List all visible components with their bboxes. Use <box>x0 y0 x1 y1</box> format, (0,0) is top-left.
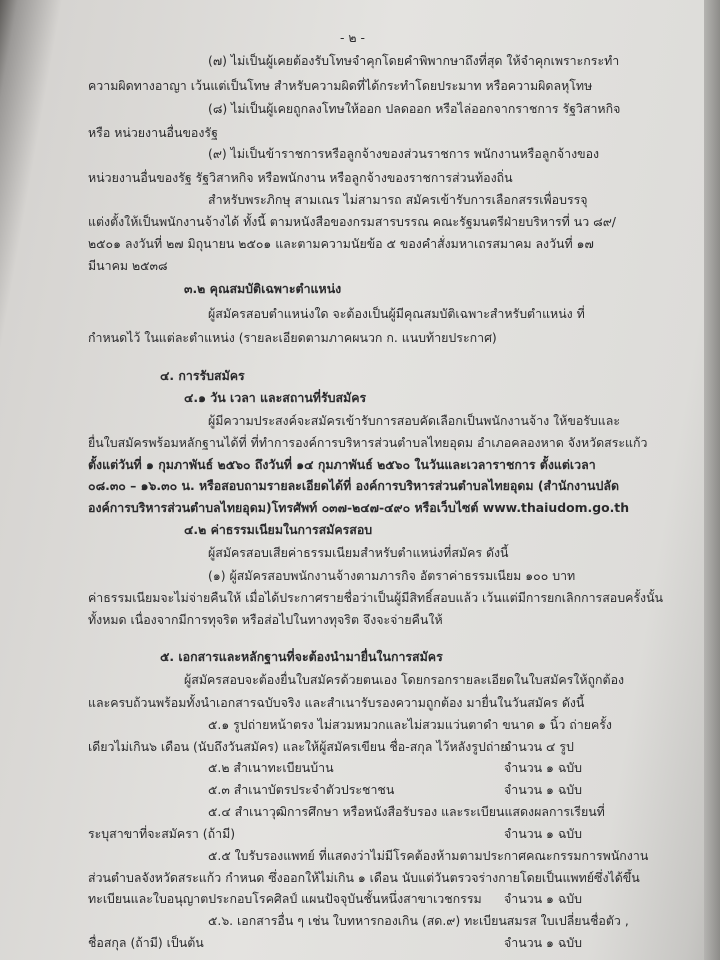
text-line: หน่วยงานอื่นของรัฐ รัฐวิสาหกิจ หรือพนักงาน หรือลูกจ้างของราชการส่วนท้องถิ่น <box>88 169 513 185</box>
section-heading: ๔.๑ วัน เวลา และสถานที่รับสมัคร <box>184 390 367 406</box>
text-line: ยื่นใบสมัครพร้อมหลักฐานได้ที่ ที่ทำการองค์การบริหารส่วนตำบลไทยอุดม อำเภอคลองหาด จังหวัดสระแก้ว <box>88 434 648 450</box>
text-line: ทั้งหมด เนื่องจากมีการทุจริต หรือส่อไปในทางทุจริต จึงจะจ่ายคืนให้ <box>88 611 443 627</box>
section-heading: ๔. การรับสมัคร <box>160 367 245 383</box>
document-page <box>22 0 704 960</box>
text-line: แต่งตั้งให้เป็นพนักงานจ้างได้ ทั้งนี้ ตามหนังสือของกรมสารบรรณ คณะรัฐมนตรีฝ่ายบริหารที่ นว ๘๙/ <box>88 214 616 230</box>
list-item: ๕.๒ สำเนาทะเบียนบ้าน <box>208 760 334 776</box>
quantity: จำนวน ๑ ฉบับ <box>504 782 583 798</box>
list-item: ๕.๔ สำเนาวุฒิการศึกษา หรือหนังสือรับรอง และระเบียนแสดงผลการเรียนที่ <box>208 804 605 820</box>
list-item: ๕.๖. เอกสารอื่น ๆ เช่น ใบทหารกองเกิน (สด.๙) ทะเบียนสมรส ใบเปลี่ยนชื่อตัว , <box>208 913 629 929</box>
text-line: (๙) ไม่เป็นข้าราชการหรือลูกจ้างของส่วนราชการ พนักงานหรือลูกจ้างของ <box>208 146 600 162</box>
text-line: มีนาคม ๒๕๓๘ <box>88 257 168 273</box>
text-line: ๐๘.๓๐ – ๑๖.๓๐ น. หรือสอบถามรายละเอียดได้ที่ องค์การบริหารส่วนตำบลไทยอุดม (สำนักงานปลัด <box>88 478 620 494</box>
text-line: สำหรับพระภิกษุ สามเณร ไม่สามารถ สมัครเข้ารับการเลือกสรรเพื่อบรรจุ <box>208 192 588 208</box>
list-item: ๕.๑ รูปถ่ายหน้าตรง ไม่สวมหมวกและไม่สวมแว่นตาดำ ขนาด ๑ นิ้ว ถ่ายครั้ง <box>208 716 612 732</box>
text-line: หรือ หน่วยงานอื่นของรัฐ <box>88 124 218 140</box>
quantity: จำนวน ๑ ฉบับ <box>504 891 583 907</box>
list-item-continuation: ทะเบียนและใบอนุญาตประกอบโรคศิลป์ แผนปัจจุบันชั้นหนึ่งสาขาเวชกรรม <box>88 891 482 907</box>
text-line: (๘) ไม่เป็นผู้เคยถูกลงโทษให้ออก ปลดออก หรือไล่ออกจากราชการ รัฐวิสาหกิจ <box>208 101 621 116</box>
list-item-continuation: เดียวไม่เกิน๖ เดือน (นับถึงวันสมัคร) และให้ผู้สมัครเขียน ชื่อ-สกุล ไว้หลังรูปถ่าย <box>88 738 508 754</box>
quantity: จำนวน ๑ ฉบับ <box>504 935 583 950</box>
text-line: ผู้สมัครสอบตำแหน่งใด จะต้องเป็นผู้มีคุณสมบัติเฉพาะสำหรับตำแหน่ง ที่ <box>208 305 585 321</box>
list-item-continuation: ชื่อสกุล (ถ้ามี) เป็นต้น <box>88 935 204 950</box>
text-line: ๒๕๐๑ ลงวันที่ ๒๗ มิถุนายน ๒๕๐๑ และตามความนัยข้อ ๕ ของคำสั่งมหาเถรสมาคม ลงวันที่ ๑๗ <box>88 236 594 251</box>
page-edge-shadow <box>704 0 720 960</box>
quantity: จำนวน ๑ ฉบับ <box>504 760 583 776</box>
list-item: ๕.๓ สำเนาบัตรประจำตัวประชาชน <box>208 782 395 798</box>
text-line: (๑) ผู้สมัครสอบพนักงานจ้างตามภารกิจ อัตราค่าธรรมเนียม ๑๐๐ บาท <box>208 568 576 584</box>
text-line: ผู้สมัครสอบเสียค่าธรรมเนียมสำหรับตำแหน่งที่สมัคร ดังนี้ <box>208 544 509 560</box>
section-heading: ๓.๒ คุณสมบัติเฉพาะตำแหน่ง <box>184 281 342 297</box>
quantity: จำนวน ๑ ฉบับ <box>504 825 583 841</box>
text-line: ผู้มีความประสงค์จะสมัครเข้ารับการสอบคัดเลือกเป็นพนักงานจ้าง ให้ขอรับและ <box>208 413 621 428</box>
section-heading: ๕. เอกสารและหลักฐานที่จะต้องนำมายื่นในการสมัคร <box>160 648 443 664</box>
text-line: ผู้สมัครสอบจะต้องยื่นใบสมัครด้วยตนเอง โดยกรอกรายละเอียดในใบสมัครให้ถูกต้อง <box>184 671 625 687</box>
section-heading: ๔.๒ ค่าธรรมเนียมในการสมัครสอบ <box>184 522 373 537</box>
text-line: (๗) ไม่เป็นผู้เคยต้องรับโทษจำคุกโดยคำพิพากษาถึงที่สุด ให้จำคุกเพราะกระทำ <box>208 53 620 69</box>
list-item: ๕.๕ ใบรับรองแพทย์ ที่แสดงว่าไม่มีโรคต้องห้ามตามประกาศคณะกรรมการพนักงาน <box>208 847 649 863</box>
text-line: และครบถ้วนพร้อมทั้งนำเอกสารฉบับจริง และสำเนารับรองความถูกต้อง มายื่นในวันสมัคร ดังนี้ <box>88 695 585 710</box>
list-item-continuation: ส่วนตำบลจังหวัดสระแก้ว กำหนด ซึ่งออกให้ไม่เกิน ๑ เดือน นับแต่วันตรวจร่างกายโดยเป็นแพทย์ซึ่งได้ขึ้น <box>88 869 640 885</box>
text-line: องค์การบริหารส่วนตำบลไทยอุดม)โทรศัพท์ ๐๓๗-๒๔๗-๔๙๐ หรือเว็บไซต์ www.thaiudom.go.th <box>88 500 630 516</box>
text-line: ความผิดทางอาญา เว้นแต่เป็นโทษ สำหรับความผิดที่ได้กระทำโดยประมาท หรือความผิดลหุโทษ <box>88 78 593 94</box>
text-line: กำหนดไว้ ในแต่ละตำแหน่ง (รายละเอียดตามภาคผนวก ก. แนบท้ายประกาศ) <box>88 329 497 345</box>
text-line: ค่าธรรมเนียมจะไม่จ่ายคืนให้ เมื่อได้ประกาศรายชื่อว่าเป็นผู้มีสิทธิ์สอบแล้ว เว้นแต่มีการยกเลิกการสอบครั้งนั้น <box>88 589 664 605</box>
page-number: - ๒ - <box>340 29 365 45</box>
quantity: จำนวน ๔ รูป <box>504 738 574 754</box>
text-line: ตั้งแต่วันที่ ๑ กุมภาพันธ์ ๒๕๖๐ ถึงวันที่ ๑๔ กุมภาพันธ์ ๒๕๖๐ ในวันและเวลาราชการ ตั้งแต่เวลา <box>88 456 596 472</box>
list-item-continuation: ระบุสาขาที่จะสมัครา (ถ้ามี) <box>88 825 236 841</box>
